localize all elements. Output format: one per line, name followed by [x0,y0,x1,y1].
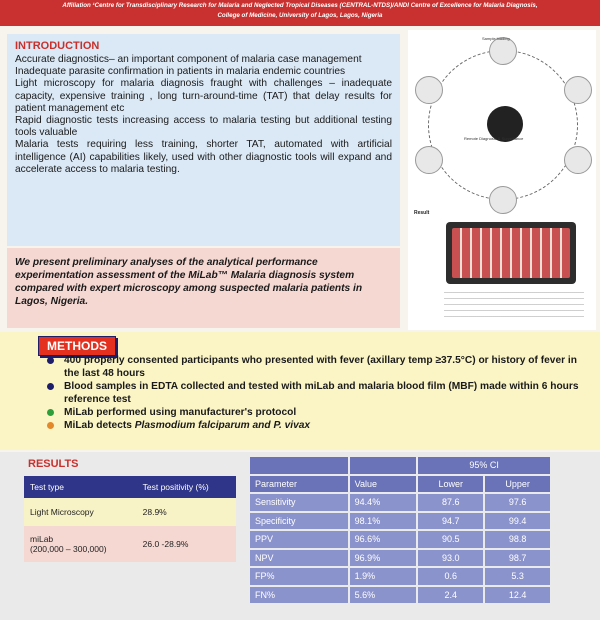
upper-cell: 99.4 [485,513,550,530]
methods-item [44,380,584,406]
affiliation-line-2: College of Medicine, University of Lagos, Lagos, Nigeria [217,12,383,19]
results-title: RESULTS [28,458,79,470]
result-legend [444,292,584,322]
lower-cell: 93.0 [418,550,483,567]
table-header-row [250,476,550,493]
lower-cell: 94.7 [418,513,483,530]
table-row [250,513,550,530]
diagram-label-center: Remote Diagnosis & Surveillance [464,136,524,141]
ci-header: 95% CI [418,457,550,474]
lower-cell: 90.5 [418,531,483,548]
bullet-icon [47,357,54,364]
result-label: Result [414,210,430,216]
methods-item-text: 400 properly consented participants who presented with fever (axillary temp ≥37.5°C) or history of fever in the last 48 hours [64,355,577,379]
present-statement-box [7,248,400,328]
result-grid [452,228,570,278]
lower-cell: 87.6 [418,494,483,511]
table-header: Upper [485,476,550,493]
bullet-icon [47,422,54,429]
table-row [250,494,550,511]
value-cell: 5.6% [350,587,417,604]
parameter-cell: NPV [250,550,348,567]
methods-section [0,332,600,450]
value-cell: 94.4% [350,494,417,511]
table-header: Test type [24,476,137,498]
methods-item-italic: Plasmodium falciparum and P. vivax [134,420,311,431]
empty-header-cell [350,457,417,474]
parameter-cell: PPV [250,531,348,548]
table-header: Value [350,476,417,493]
intro-paragraph: Malaria tests requiring less training, shorter TAT, automated with artificial intelligence (AI) capabilities likely, used with other diagnostic tools will expand and accelerate access to malaria testing. [15,139,392,175]
workflow-node-icon [489,37,517,65]
workflow-node-icon [564,76,592,104]
parameter-cell: FN% [250,587,348,604]
table-header: Parameter [250,476,348,493]
workflow-cycle [428,50,578,200]
methods-item-text: MiLab performed using manufacturer's protocol [64,407,297,418]
parameter-cell: Sensitivity [250,494,348,511]
test-type-cell: Light Microscopy [24,498,137,526]
workflow-node-icon [415,146,443,174]
intro-paragraph: Inadequate parasite confirmation in patients in malaria endemic countries [15,66,346,78]
upper-cell: 98.8 [485,531,550,548]
result-screen [446,222,576,284]
workflow-node-icon [489,186,517,214]
parameter-cell: Specificity [250,513,348,530]
header-banner [0,0,600,26]
positivity-cell: 26.0 -28.9% [137,526,236,562]
intro-paragraph: Light microscopy for malaria diagnosis fraught with challenges – inadequate capacity, expensive training , long turn-around-time (TAT) that delay results for patient management etc [15,78,392,114]
present-statement: We present preliminary analyses of the analytical performance experimentation assessment of the MiLab™ Malaria diagnosis system compared with expert microscopy among suspected malaria patients in Lagos, Nigeria. [15,257,363,307]
table-row [250,568,550,585]
table-row [24,498,236,526]
positivity-cell: 28.9% [137,498,236,526]
methods-list [44,354,584,432]
table-row [250,550,550,567]
lower-cell: 0.6 [418,568,483,585]
table-header: Lower [418,476,483,493]
positivity-table [24,476,236,562]
upper-cell: 97.6 [485,494,550,511]
test-type-range: (200,000 – 300,000) [30,544,107,554]
value-cell: 96.9% [350,550,417,567]
upper-cell: 98.7 [485,550,550,567]
bullet-icon [47,409,54,416]
introduction-section [7,34,400,246]
methods-item-text: Blood samples in EDTA collected and tested with miLab and malaria blood film (MBF) made within 6 hours reference test [64,381,579,405]
methods-title: METHODS [38,336,116,356]
milab-device-diagram [408,30,596,330]
parameter-cell: FP% [250,568,348,585]
value-cell: 96.6% [350,531,417,548]
affiliation-line-1: Affiliation ¹Centre for Transdisciplinary Research for Malaria and Neglected Tropical Diseases (CENTRAL-NTDS)/ANDI Centre of Excellence for Malaria Diagnosis, [62,2,538,9]
introduction-title: INTRODUCTION [15,40,100,52]
table-header-row [250,457,550,474]
workflow-node-icon [415,76,443,104]
intro-paragraph: Accurate diagnostics– an important component of malaria case management [15,54,362,65]
table-row [250,531,550,548]
table-row [250,587,550,604]
upper-cell: 12.4 [485,587,550,604]
lower-cell: 2.4 [418,587,483,604]
methods-item [44,354,584,380]
methods-item [44,419,584,432]
value-cell: 98.1% [350,513,417,530]
value-cell: 1.9% [350,568,417,585]
table-header: Test positivity (%) [137,476,236,498]
test-type-name: miLab [30,534,54,544]
table-row [24,526,236,562]
upper-cell: 5.3 [485,568,550,585]
intro-paragraph: Rapid diagnostic tests increasing access to malaria testing but additional testing tools valuable [15,115,392,139]
test-type-cell [24,526,137,562]
bullet-icon [47,383,54,390]
methods-item-text: MiLab detects [64,420,135,431]
workflow-node-icon [564,146,592,174]
empty-header-cell [250,457,348,474]
diagram-label-top: Sample loading [482,36,510,41]
performance-table [248,455,552,605]
methods-item [44,406,584,419]
